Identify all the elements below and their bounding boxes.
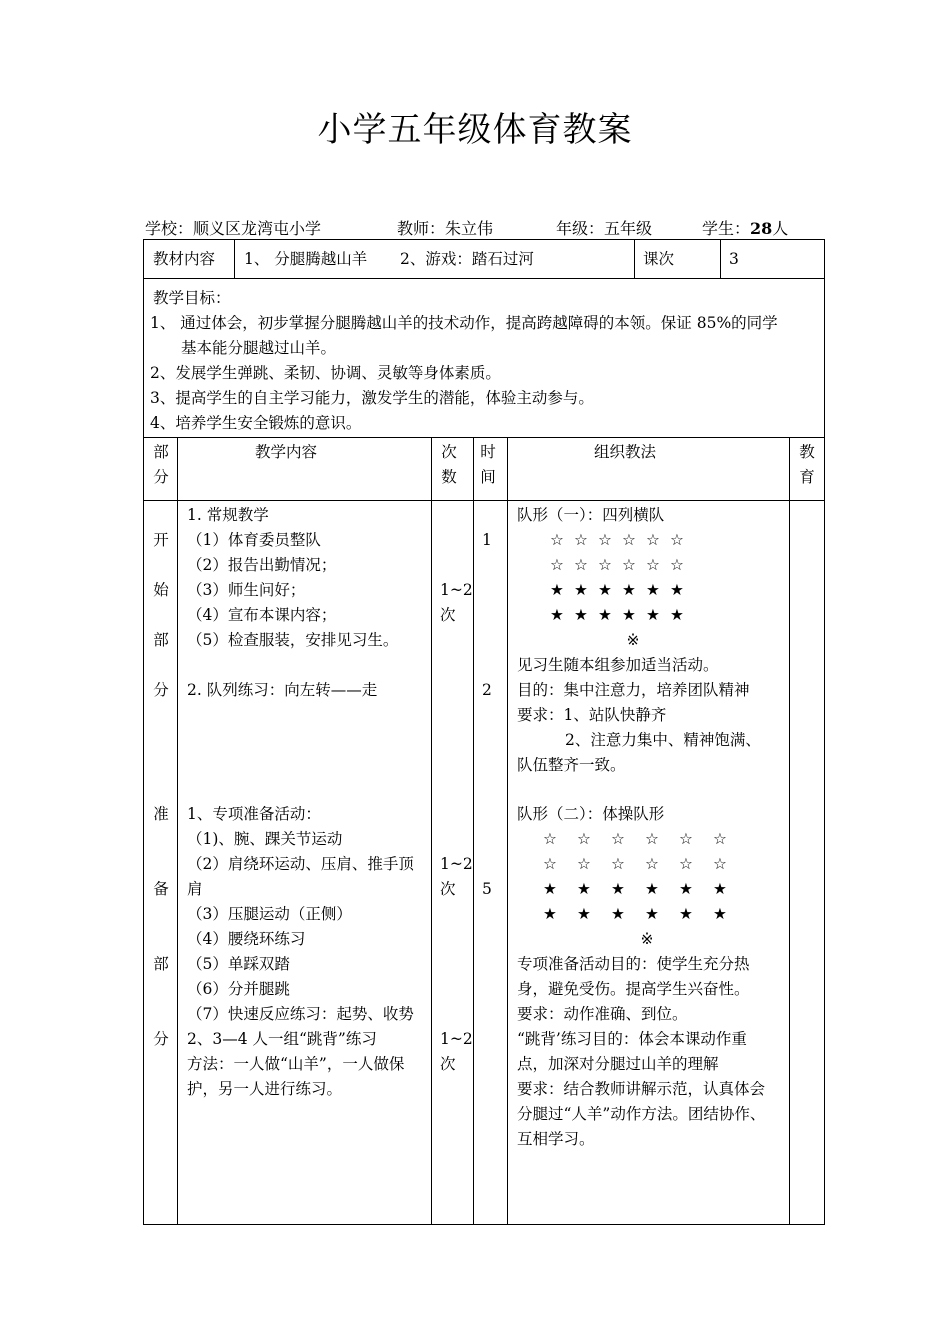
material-label: 教材内容: [153, 250, 216, 268]
list-item: （3）师生问好；: [187, 581, 306, 599]
goal-item: 4、培养学生安全锻炼的意识。: [150, 414, 362, 432]
section2-content: [187, 802, 427, 1102]
formation-row-hollow: ☆ ☆ ☆ ☆ ☆ ☆: [550, 531, 684, 549]
list-item: （5）单踩双踏: [187, 955, 290, 973]
list-item: （3）压腿运动（正侧）: [187, 905, 352, 923]
col-content: 教学内容: [255, 443, 318, 461]
formation-title: 队形（一）：四列横队: [517, 506, 665, 524]
section2-part-char: 部: [153, 955, 169, 973]
section2-part-char: 备: [153, 880, 169, 898]
section1-part-char: 始: [153, 581, 169, 599]
method-line: 要求：结合教师讲解示范，认真体会: [517, 1080, 766, 1098]
goals-label: 教学目标：: [153, 289, 231, 307]
list-item: （4）腰绕环练习: [187, 930, 306, 948]
students-info: 学生：28人: [702, 219, 789, 238]
list-item: 2. 队列练习：向左转——走: [187, 681, 378, 699]
formation-row-solid: ★ ★ ★ ★ ★ ★: [543, 905, 727, 923]
method-line: 身，避免受伤。提高学生兴奋性。: [517, 980, 750, 998]
method-line: 专项准备活动目的：使学生充分热: [517, 955, 750, 973]
goals-section: [150, 286, 778, 436]
method-line: 目的：集中注意力，培养团队精神: [517, 681, 750, 699]
formation-row-hollow: ☆ ☆ ☆ ☆ ☆ ☆: [543, 855, 727, 873]
list-item: （6）分并腿跳: [187, 980, 290, 998]
goal-item: 3、提高学生的自主学习能力，激发学生的潜能，体验主动参与。: [150, 389, 594, 407]
method-line: 要求：动作准确、到位。: [517, 1005, 688, 1023]
formation-row-solid: ★ ★ ★ ★ ★ ★: [550, 581, 684, 599]
formation-row-solid: ★ ★ ★ ★ ★ ★: [550, 606, 684, 624]
method-line: 要求：1、站队快静齐: [517, 706, 667, 724]
col-method: 组织教法: [594, 443, 657, 461]
section2-times-2: 1~2 次: [440, 1030, 473, 1073]
list-item: 护，另一人进行练习。: [187, 1080, 343, 1098]
list-item: 1. 常规教学: [187, 506, 269, 524]
section2-times-1: 1~2 次: [440, 855, 473, 898]
section2-part-char: 分: [153, 1030, 169, 1048]
list-item: 1、专项准备活动：: [187, 805, 321, 823]
formation-title: 队形（二）：体操队形: [517, 805, 665, 823]
method-line: 见习生随本组参加适当活动。: [517, 656, 719, 674]
list-item: （7）快速反应练习：起势、收势: [187, 1005, 414, 1023]
teacher-info: 教师：朱立伟: [397, 219, 494, 238]
material-item-1: 1、 分腿腾越山羊: [244, 250, 368, 268]
section1-part-char: 部: [153, 631, 169, 649]
section2-part-char: 准: [153, 805, 169, 823]
goal-item: 基本能分腿越过山羊。: [181, 339, 337, 357]
section2-method: [517, 802, 787, 1152]
method-line: “跳背’练习目的：体会本课动作重: [517, 1030, 747, 1048]
method-line: 互相学习。: [517, 1130, 595, 1148]
section2-duration: 5: [482, 880, 492, 898]
col-times: 次 数: [441, 443, 457, 486]
goal-item: 1、 通过体会，初步掌握分腿腾越山羊的技术动作，提高跨越障碍的本领。保证 85%的同学: [150, 314, 778, 332]
method-line: 点，加深对分腿过山羊的理解: [517, 1055, 719, 1073]
list-item: （5）检查服装，安排见习生。: [187, 631, 399, 649]
section1-duration-2: 2: [482, 681, 492, 699]
list-item: （2）报告出勤情况；: [187, 556, 337, 574]
section1-part-char: 开: [153, 531, 169, 549]
col-part: 部 分: [153, 443, 169, 486]
method-line: 队伍整齐一致。: [517, 756, 626, 774]
section1-part-char: 分: [153, 681, 169, 699]
formation-row-solid: ★ ★ ★ ★ ★ ★: [543, 880, 727, 898]
list-item: （1)、腕、踝关节运动: [187, 830, 343, 848]
grade-info: 年级：五年级: [556, 219, 653, 238]
page-title: 小学五年级体育教案: [317, 110, 633, 150]
method-line: 分腿过“人羊”动作方法。团结协作、: [517, 1105, 766, 1123]
list-item: 肩: [187, 880, 203, 898]
goal-item: 2、发展学生弹跳、柔韧、协调、灵敏等身体素质。: [150, 364, 501, 382]
lesson-value: 3: [729, 250, 739, 268]
material-item-2: 2、游戏：踏石过河: [400, 250, 534, 268]
list-item: [187, 653, 398, 678]
list-item: 2、3—4 人一组“跳背”练习: [187, 1030, 377, 1048]
list-item: 方法：一人做“山羊”，一人做保: [187, 1055, 405, 1073]
col-edu: 教 育: [799, 443, 815, 486]
teacher-mark: ※: [626, 631, 640, 649]
formation-row-hollow: ☆ ☆ ☆ ☆ ☆ ☆: [550, 556, 684, 574]
section1-method: [517, 503, 787, 778]
col-duration: 时 间: [480, 443, 496, 486]
teacher-mark: ※: [640, 930, 654, 948]
formation-row-hollow: ☆ ☆ ☆ ☆ ☆ ☆: [543, 830, 727, 848]
section1-content: [187, 503, 398, 703]
section1-duration-1: 1: [482, 531, 492, 549]
list-item: （4）宣布本课内容；: [187, 606, 337, 624]
lesson-label: 课次: [643, 250, 675, 268]
method-line: 2、注意力集中、精神饱满、: [565, 731, 761, 749]
list-item: （2）肩绕环运动、压肩、推手顶: [187, 855, 414, 873]
school-info: 学校：顺义区龙湾屯小学: [145, 219, 322, 238]
list-item: （1）体育委员整队: [187, 531, 321, 549]
section1-times: 1~2 次: [440, 581, 473, 624]
